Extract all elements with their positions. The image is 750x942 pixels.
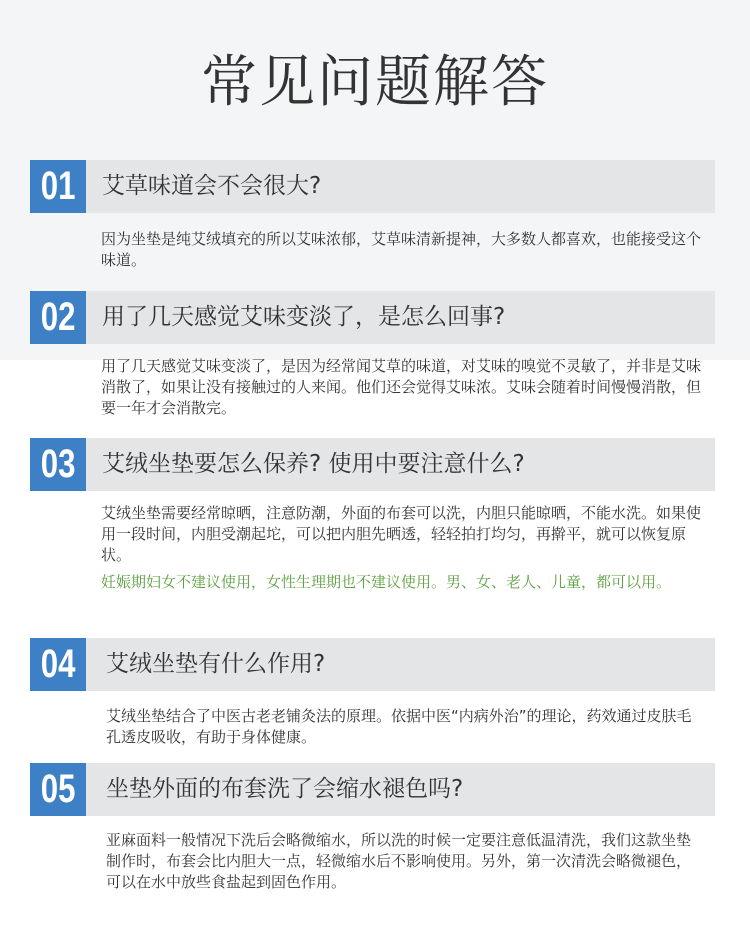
question-text: 艾绒坐垫有什么作用? — [106, 651, 326, 677]
answer-block — [101, 229, 701, 271]
question-bar — [30, 638, 715, 691]
answer-text: 亚麻面料一般情况下洗后会略微缩水，所以洗的时候一定要注意低温清洗，我们这款坐垫制作时，布套会比内胆大一点，轻微缩水后不影响使用。另外，第一次清洗会略微褪色，可以在水中放些食盐起到固色作用。 — [106, 831, 692, 891]
answer-text: 艾绒坐垫结合了中医古老老铺灸法的原理。依据中医“内病外治”的理论，药效通过皮肤毛孔透皮吸收，有助于身体健康。 — [106, 707, 692, 746]
answer-text: 因为坐垫是纯艾绒填充的所以艾味浓郁，艾草味清新提神，大多数人都喜欢，也能接受这个味道。 — [101, 230, 702, 269]
number-label: 04 — [30, 638, 86, 691]
number-label: 02 — [30, 291, 86, 344]
number-label: 01 — [30, 160, 86, 213]
page-title: 常见问题解答 — [201, 50, 549, 115]
usage-note: 妊娠期妇女不建议使用，女性生理期也不建议使用。男、女、老人、儿童，都可以用。 — [101, 573, 672, 591]
number-badge — [30, 291, 86, 344]
question-bar — [30, 291, 715, 344]
answer-text: 用了几天感觉艾味变淡了，是因为经常闻艾草的味道，对艾味的嗅觉不灵敏了，并非是艾味消散了，如果让没有接触过的人来闻。他们还会觉得艾味浓。艾味会随着时间慢慢消散，但要一年才会消散完。 — [101, 357, 702, 417]
number-badge — [30, 438, 86, 491]
number-badge — [30, 763, 86, 816]
answer-block — [106, 830, 696, 893]
answer-block — [101, 356, 701, 419]
question-bar — [30, 160, 715, 213]
number-badge — [30, 160, 86, 213]
question-bar — [30, 763, 715, 816]
question-text: 用了几天感觉艾味变淡了，是怎么回事? — [102, 304, 506, 330]
answer-block — [106, 706, 696, 748]
number-label: 03 — [30, 438, 86, 491]
answer-block — [101, 503, 701, 593]
number-badge — [30, 638, 86, 691]
number-label: 05 — [30, 763, 86, 816]
question-bar — [30, 438, 715, 491]
answer-text: 艾绒坐垫需要经常晾晒，注意防潮，外面的布套可以洗，内胆只能晾晒，不能水洗。如果使用一段时间，内胆受潮起坨，可以把内胆先晒透，轻轻拍打均匀，再擀平，就可以恢复原状。 — [101, 504, 702, 564]
question-text: 艾草味道会不会很大? — [102, 173, 322, 199]
question-text: 坐垫外面的布套洗了会缩水褪色吗? — [106, 776, 464, 802]
question-text: 艾绒坐垫要怎么保养? 使用中要注意什么? — [102, 451, 525, 477]
